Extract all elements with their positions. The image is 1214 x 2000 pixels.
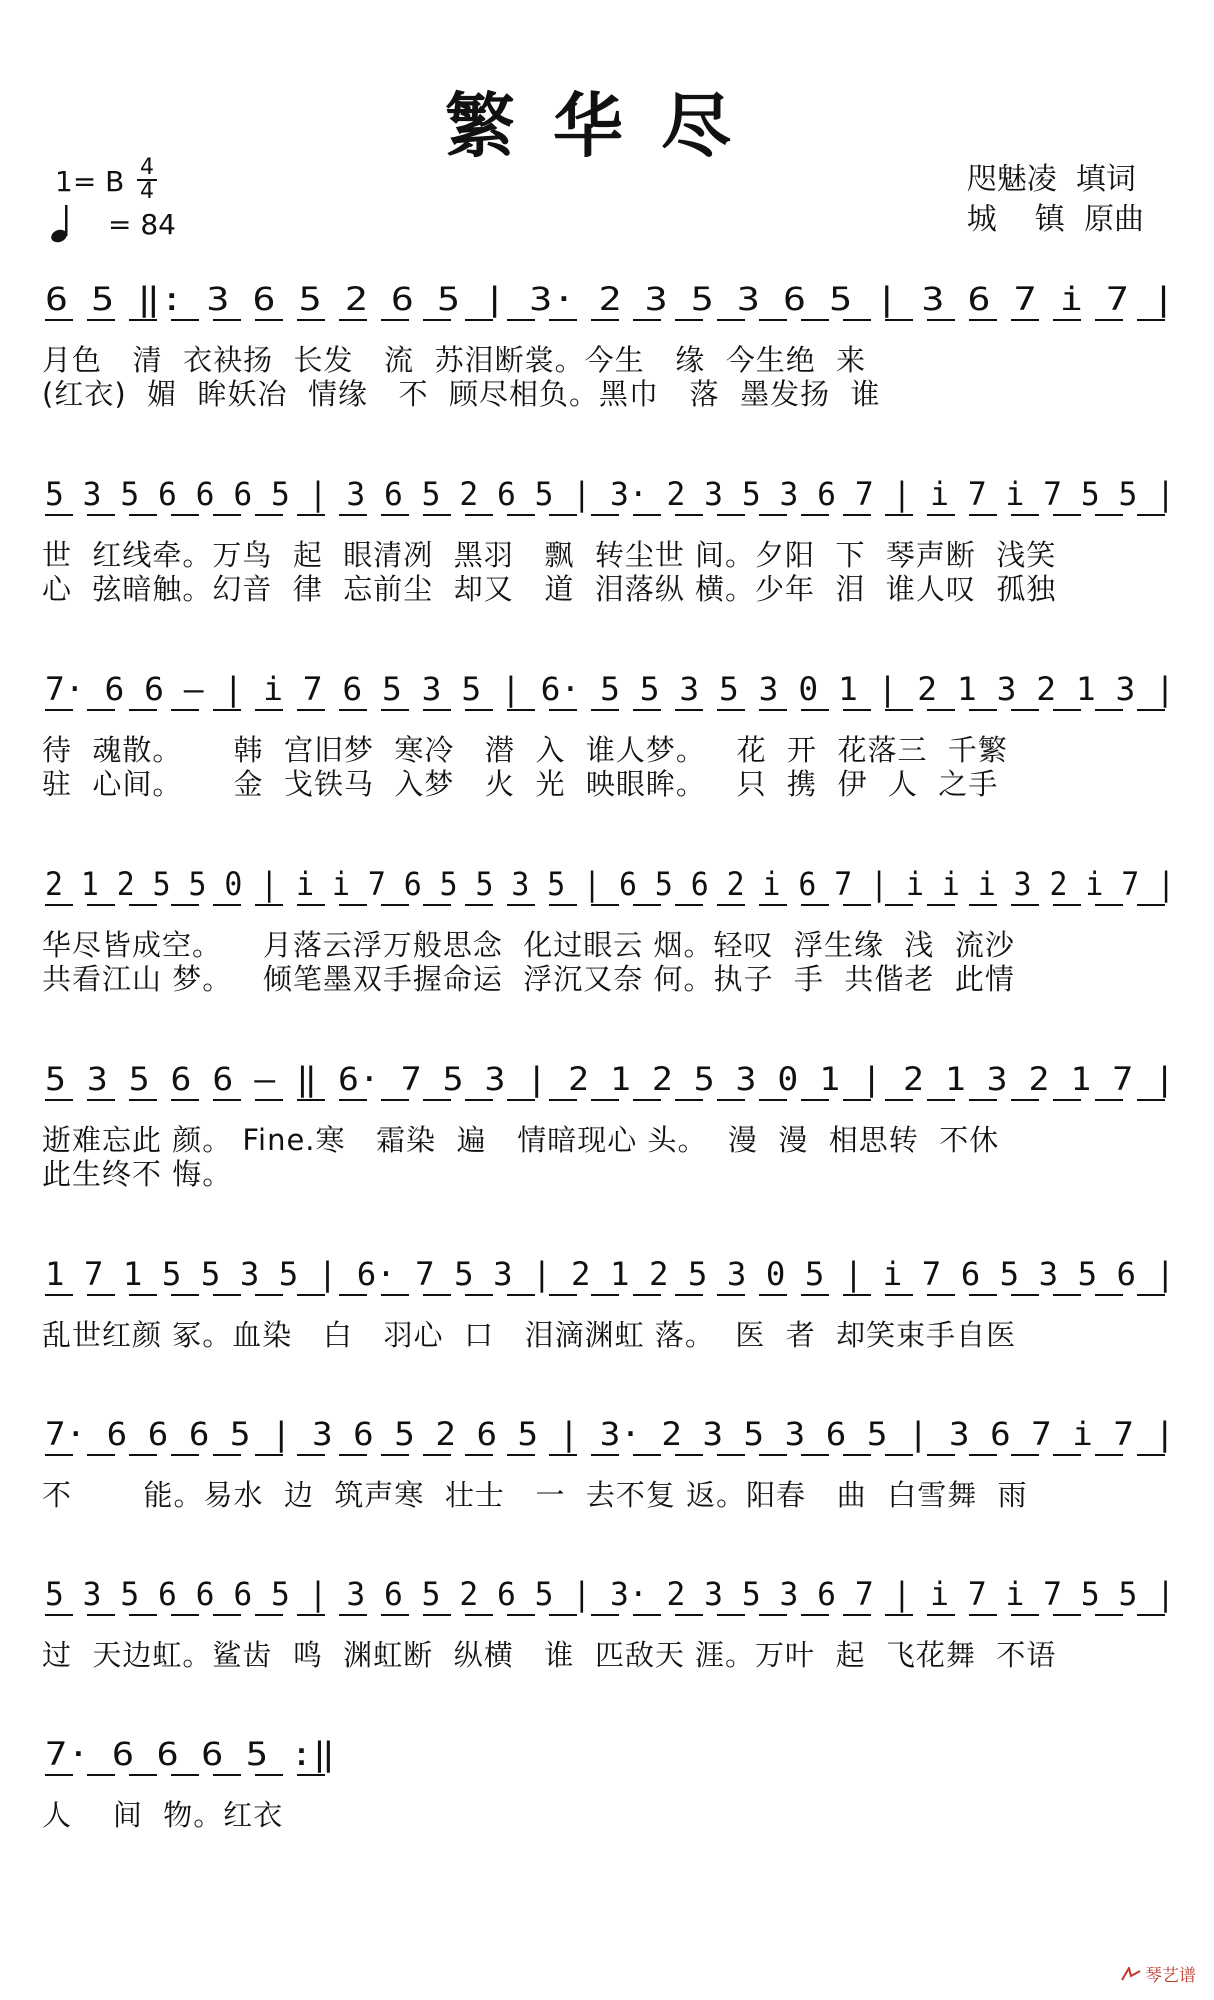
lyric-row: 驻 心间。 金 戈铁马 入梦 火 光 映眼眸。 只 携 伊 人 之手 bbox=[42, 767, 999, 801]
credits bbox=[967, 160, 1144, 240]
lyric-row: 月色 清 衣袂扬 长发 流 苏泪断裳。今生 缘 今生绝 来 bbox=[42, 343, 867, 377]
score-line bbox=[0, 1245, 1214, 1395]
score-line bbox=[0, 465, 1214, 615]
score-line bbox=[0, 1050, 1214, 1200]
score-line bbox=[0, 660, 1214, 810]
notation-text: 5 3 5 6 6 6 5 | 3 6 5 2 6 5 | 3· 2 3 5 3 6 7 | i 7 i 7 5 5 | bbox=[45, 475, 1175, 513]
lyric-row: 逝难忘此 颜。 Fine.寒 霜染 遍 情暗现心 头。 漫 漫 相思转 不休 bbox=[42, 1123, 1000, 1157]
key-signature bbox=[55, 155, 154, 204]
lyric-row: 不 能。易水 边 筑声寒 壮士 一 去不复 返。阳春 曲 白雪舞 雨 bbox=[42, 1478, 1028, 1512]
lyric-row: 心 弦暗触。幻音 律 忘前尘 却又 道 泪落纵 横。少年 泪 谁人叹 孤独 bbox=[42, 572, 1057, 606]
notation-row bbox=[0, 270, 1214, 330]
notation-row bbox=[0, 1725, 1214, 1785]
lyric-row: 乱世红颜 冢。血染 白 羽心 口 泪滴渊虹 落。 医 者 却笑束手自医 bbox=[42, 1318, 1017, 1352]
notation-row bbox=[0, 1245, 1214, 1305]
score-line bbox=[0, 270, 1214, 420]
lyric-row: 华尽皆成空。 月落云浮万般思念 化过眼云 烟。轻叹 浮生缘 浅 流沙 bbox=[42, 928, 1015, 962]
score-line bbox=[0, 1565, 1214, 1715]
lyric-row: 过 天边虹。鲨齿 鸣 渊虹断 纵横 谁 匹敌天 涯。万叶 起 飞花舞 不语 bbox=[42, 1638, 1057, 1672]
notation-text: 7· 6 6 6 5 :‖ bbox=[45, 1735, 335, 1773]
notation-text: 6 5 ‖: 3 6 5 2 6 5 | 3· 2 3 5 3 6 5 | 3 6 7 i 7 | bbox=[45, 280, 1175, 318]
notation-row bbox=[0, 855, 1214, 915]
time-signature bbox=[137, 157, 157, 203]
notation-row bbox=[0, 660, 1214, 720]
notation-row bbox=[0, 465, 1214, 525]
watermark-logo-icon bbox=[1121, 1967, 1141, 1981]
score-line bbox=[0, 1725, 1214, 1875]
lyric-row: 待 魂散。 韩 宫旧梦 寒冷 潜 入 谁人梦。 花 开 花落三 千繁 bbox=[42, 733, 1008, 767]
notation-text: 5 3 5 6 6 — ‖ 6· 7 5 3 | 2 1 2 5 3 0 1 | 2 1 3 2 1 7 | bbox=[45, 1060, 1175, 1098]
time-bottom: 4 bbox=[140, 179, 154, 204]
lyric-row: 世 红线牵。万鸟 起 眼清冽 黑羽 飘 转尘世 间。夕阳 下 琴声断 浅笑 bbox=[42, 538, 1057, 572]
lyric-row: 此生终不 悔。 bbox=[42, 1157, 233, 1191]
notation-row bbox=[0, 1405, 1214, 1465]
lyricist-credit: 咫魅凌 填词 bbox=[966, 162, 1136, 197]
time-top: 4 bbox=[137, 157, 157, 181]
notation-text: 7· 6 6 — | i 7 6 5 3 5 | 6· 5 5 3 5 3 0 1 | 2 1 3 2 1 3 | bbox=[45, 670, 1175, 708]
quarter-note-icon bbox=[50, 203, 76, 243]
notation-row bbox=[0, 1050, 1214, 1110]
score-line bbox=[0, 855, 1214, 1005]
page-title: 繁华尽 bbox=[445, 85, 769, 167]
watermark-text: 琴艺谱 bbox=[1145, 1966, 1196, 1986]
notation-text: 1 7 1 5 5 3 5 | 6· 7 5 3 | 2 1 2 5 3 0 5 | i 7 6 5 3 5 6 | bbox=[45, 1255, 1175, 1293]
lyric-row: (红衣) 媚 眸妖冶 情缘 不 顾尽相负。黑巾 落 墨发扬 谁 bbox=[42, 377, 881, 411]
tempo-marking: = 84 bbox=[108, 208, 176, 241]
notation-text: 7· 6 6 6 5 | 3 6 5 2 6 5 | 3· 2 3 5 3 6 5 | 3 6 7 i 7 | bbox=[45, 1415, 1175, 1453]
score-line bbox=[0, 1405, 1214, 1555]
notation-text: 2 1 2 5 5 0 | i i 7 6 5 5 3 5 | 6 5 6 2 i 6 7 | i i i 3 2 i 7 | bbox=[45, 865, 1175, 903]
watermark bbox=[1121, 1961, 1196, 1986]
lyric-row: 人 间 物。红衣 bbox=[42, 1798, 284, 1832]
lyric-row: 共看江山 梦。 倾笔墨双手握命运 浮沉又奈 何。执子 手 共偕老 此情 bbox=[42, 962, 1015, 996]
notation-row bbox=[0, 1565, 1214, 1625]
key-label: 1= B bbox=[55, 165, 125, 198]
notation-text: 5 3 5 6 6 6 5 | 3 6 5 2 6 5 | 3· 2 3 5 3 6 7 | i 7 i 7 5 5 | bbox=[45, 1575, 1175, 1613]
composer-credit: 城 镇 原曲 bbox=[966, 202, 1144, 237]
